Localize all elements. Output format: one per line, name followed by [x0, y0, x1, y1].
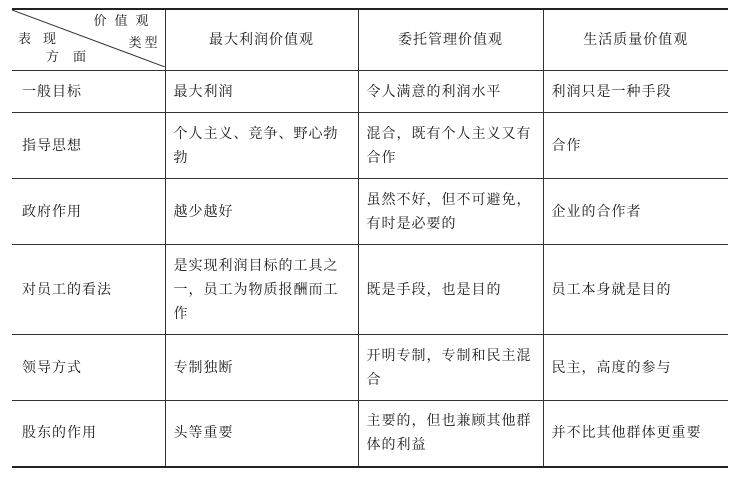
table-row — [12, 245, 728, 335]
table-cell: 民主，高度的参与 — [543, 335, 728, 401]
table-cell: 混合，既有个人主义又有合作 — [358, 113, 543, 179]
corner-top-label-2: 类型 — [128, 36, 161, 51]
table-cell: 头等重要 — [165, 401, 358, 467]
table-row — [12, 179, 728, 245]
table-cell: 利润只是一种手段 — [543, 71, 728, 113]
table-row — [12, 335, 728, 401]
corner-left-label: 表现 — [18, 32, 69, 47]
table-row — [12, 113, 728, 179]
table-cell: 合作 — [543, 113, 728, 179]
row-label: 领导方式 — [12, 335, 165, 401]
corner-left-label-2: 方面 — [46, 50, 101, 65]
column-header: 最大利润价值观 — [165, 9, 358, 71]
table-cell: 是实现利润目标的工具之一，员工为物质报酬而工作 — [165, 245, 358, 335]
column-header: 委托管理价值观 — [358, 9, 543, 71]
table-cell: 最大利润 — [165, 71, 358, 113]
corner-top-label: 价值观 — [93, 14, 157, 29]
value-comparison-table — [12, 8, 728, 468]
table-cell: 员工本身就是目的 — [543, 245, 728, 335]
table-cell: 令人满意的利润水平 — [358, 71, 543, 113]
table-cell: 个人主义、竞争、野心勃勃 — [165, 113, 358, 179]
table-cell: 企业的合作者 — [543, 179, 728, 245]
corner-header-cell — [12, 9, 165, 71]
column-header: 生活质量价值观 — [543, 9, 728, 71]
table-row — [12, 71, 728, 113]
value-comparison-table-container — [12, 8, 728, 468]
table-cell: 并不比其他群体更重要 — [543, 401, 728, 467]
table-cell: 既是手段，也是目的 — [358, 245, 543, 335]
row-label: 股东的作用 — [12, 401, 165, 467]
table-cell: 虽然不好，但不可避免，有时是必要的 — [358, 179, 543, 245]
row-label: 对员工的看法 — [12, 245, 165, 335]
table-cell: 专制独断 — [165, 335, 358, 401]
table-row — [12, 401, 728, 467]
table-cell: 越少越好 — [165, 179, 358, 245]
table-cell: 主要的，但也兼顾其他群体的利益 — [358, 401, 543, 467]
row-label: 政府作用 — [12, 179, 165, 245]
header-row — [12, 9, 728, 71]
row-label: 指导思想 — [12, 113, 165, 179]
row-label: 一般目标 — [12, 71, 165, 113]
table-cell: 开明专制，专制和民主混合 — [358, 335, 543, 401]
